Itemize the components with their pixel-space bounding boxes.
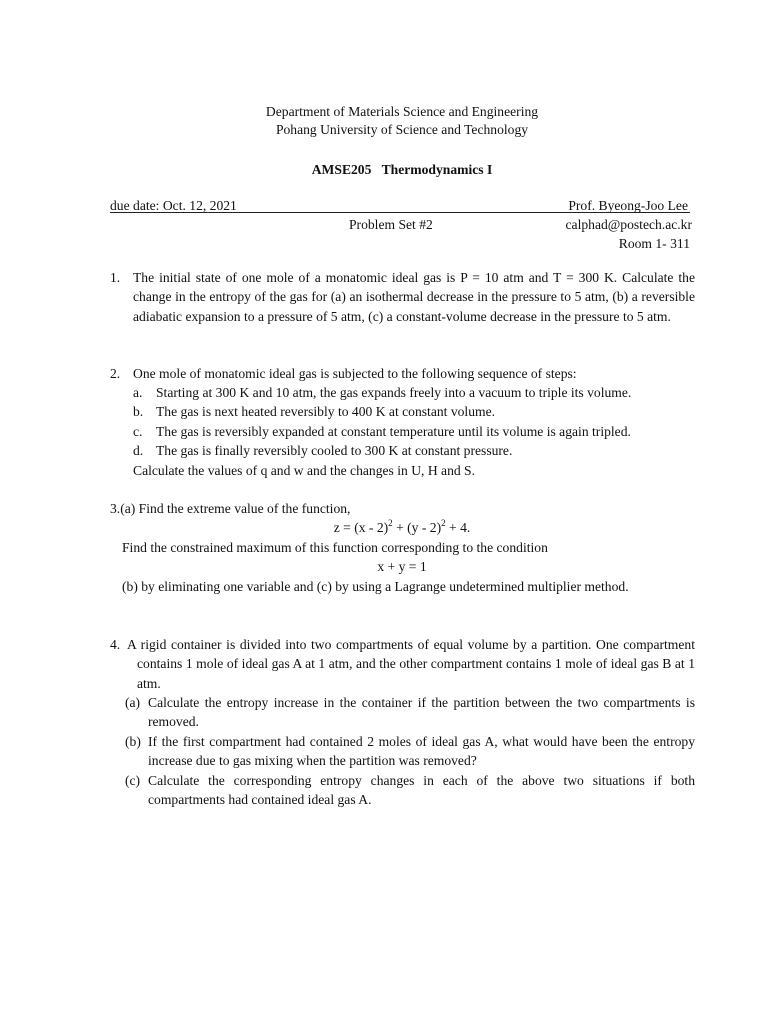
step-b-letter: b.	[133, 404, 144, 419]
part-b-text: If the first compartment had contained 2 moles of ideal gas A, what would have been the entropy increase due to gas mixing when the partition was removed?	[148, 734, 695, 769]
problem-3-line-1: 3.(a) Find the extreme value of the function,	[110, 501, 351, 516]
professor-name: Prof. Byeong-Joo Lee	[568, 198, 688, 213]
part-b-label: (b)	[125, 734, 141, 749]
problem-4-number: 4.	[110, 637, 121, 652]
function-equation	[0, 518, 768, 537]
problem-2-intro: One mole of monatomic ideal gas is subjected to the following sequence of steps:	[133, 366, 577, 381]
exponent-1: 2	[388, 518, 393, 528]
part-a-label: (a)	[125, 695, 141, 710]
problem-1-number: 1.	[110, 270, 121, 285]
equation-part-2: + (y - 2)	[392, 520, 442, 535]
course-name: Thermodynamics I	[381, 162, 493, 177]
step-a-text: Starting at 300 K and 10 atm, the gas expands freely into a vacuum to triple its volume.	[156, 385, 632, 400]
problem-4-text: A rigid container is divided into two compartments of equal volume by a partition. One compartment contains 1 mole of ideal gas A at 1 atm, and the other compartment contains 1 mole of ideal gas B at 1 atm.	[127, 637, 695, 691]
problem-2-outro: Calculate the values of q and w and the changes in U, H and S.	[133, 463, 476, 478]
equation-part-3: + 4.	[445, 520, 471, 535]
step-b-text: The gas is next heated reversibly to 400 K at constant volume.	[156, 404, 496, 419]
step-c-text: The gas is reversibly expanded at constant temperature until its volume is again tripled.	[156, 424, 631, 439]
course-title	[0, 160, 768, 179]
course-code: AMSE205	[311, 162, 372, 177]
header-rule	[110, 212, 690, 213]
problem-3-line-2: Find the constrained maximum of this function corresponding to the condition	[122, 540, 548, 555]
constraint-equation: x + y = 1	[377, 559, 427, 574]
step-a-letter: a.	[133, 385, 143, 400]
part-a-text: Calculate the entropy increase in the container if the partition between the two compartments is removed.	[148, 695, 695, 730]
step-c-letter: c.	[133, 424, 143, 439]
part-c-label: (c)	[125, 773, 141, 788]
problem-set-label: Problem Set #2	[349, 217, 433, 232]
department-line: Department of Materials Science and Engineering	[265, 104, 539, 119]
email: calphad@postech.ac.kr	[565, 217, 692, 232]
due-date: due date: Oct. 12, 2021	[110, 198, 237, 213]
equation-part-1: z = (x - 2)	[333, 520, 389, 535]
problem-1-text: The initial state of one mole of a monatomic ideal gas is P = 10 atm and T = 300 K. Calculate the change in the entropy of the gas for (a) an isothermal decrease in the pressure to 5 atm, (b) a reversible adiabatic expansion to a pressure of 5 atm, (c) a constant-volume decrease in the pressure to 5 atm.	[133, 270, 695, 324]
step-d-text: The gas is finally reversibly cooled to 300 K at constant pressure.	[156, 443, 513, 458]
step-d-letter: d.	[133, 443, 144, 458]
room: Room 1- 311	[618, 236, 690, 251]
exponent-2: 2	[441, 518, 446, 528]
problem-3-line-3: (b) by eliminating one variable and (c) by using a Lagrange undetermined multiplier method.	[122, 579, 629, 594]
problem-2-number: 2.	[110, 366, 121, 381]
university-line: Pohang University of Science and Technology	[275, 122, 529, 137]
part-c-text: Calculate the corresponding entropy changes in each of the above two situations if both compartments had contained ideal gas A.	[148, 773, 695, 808]
